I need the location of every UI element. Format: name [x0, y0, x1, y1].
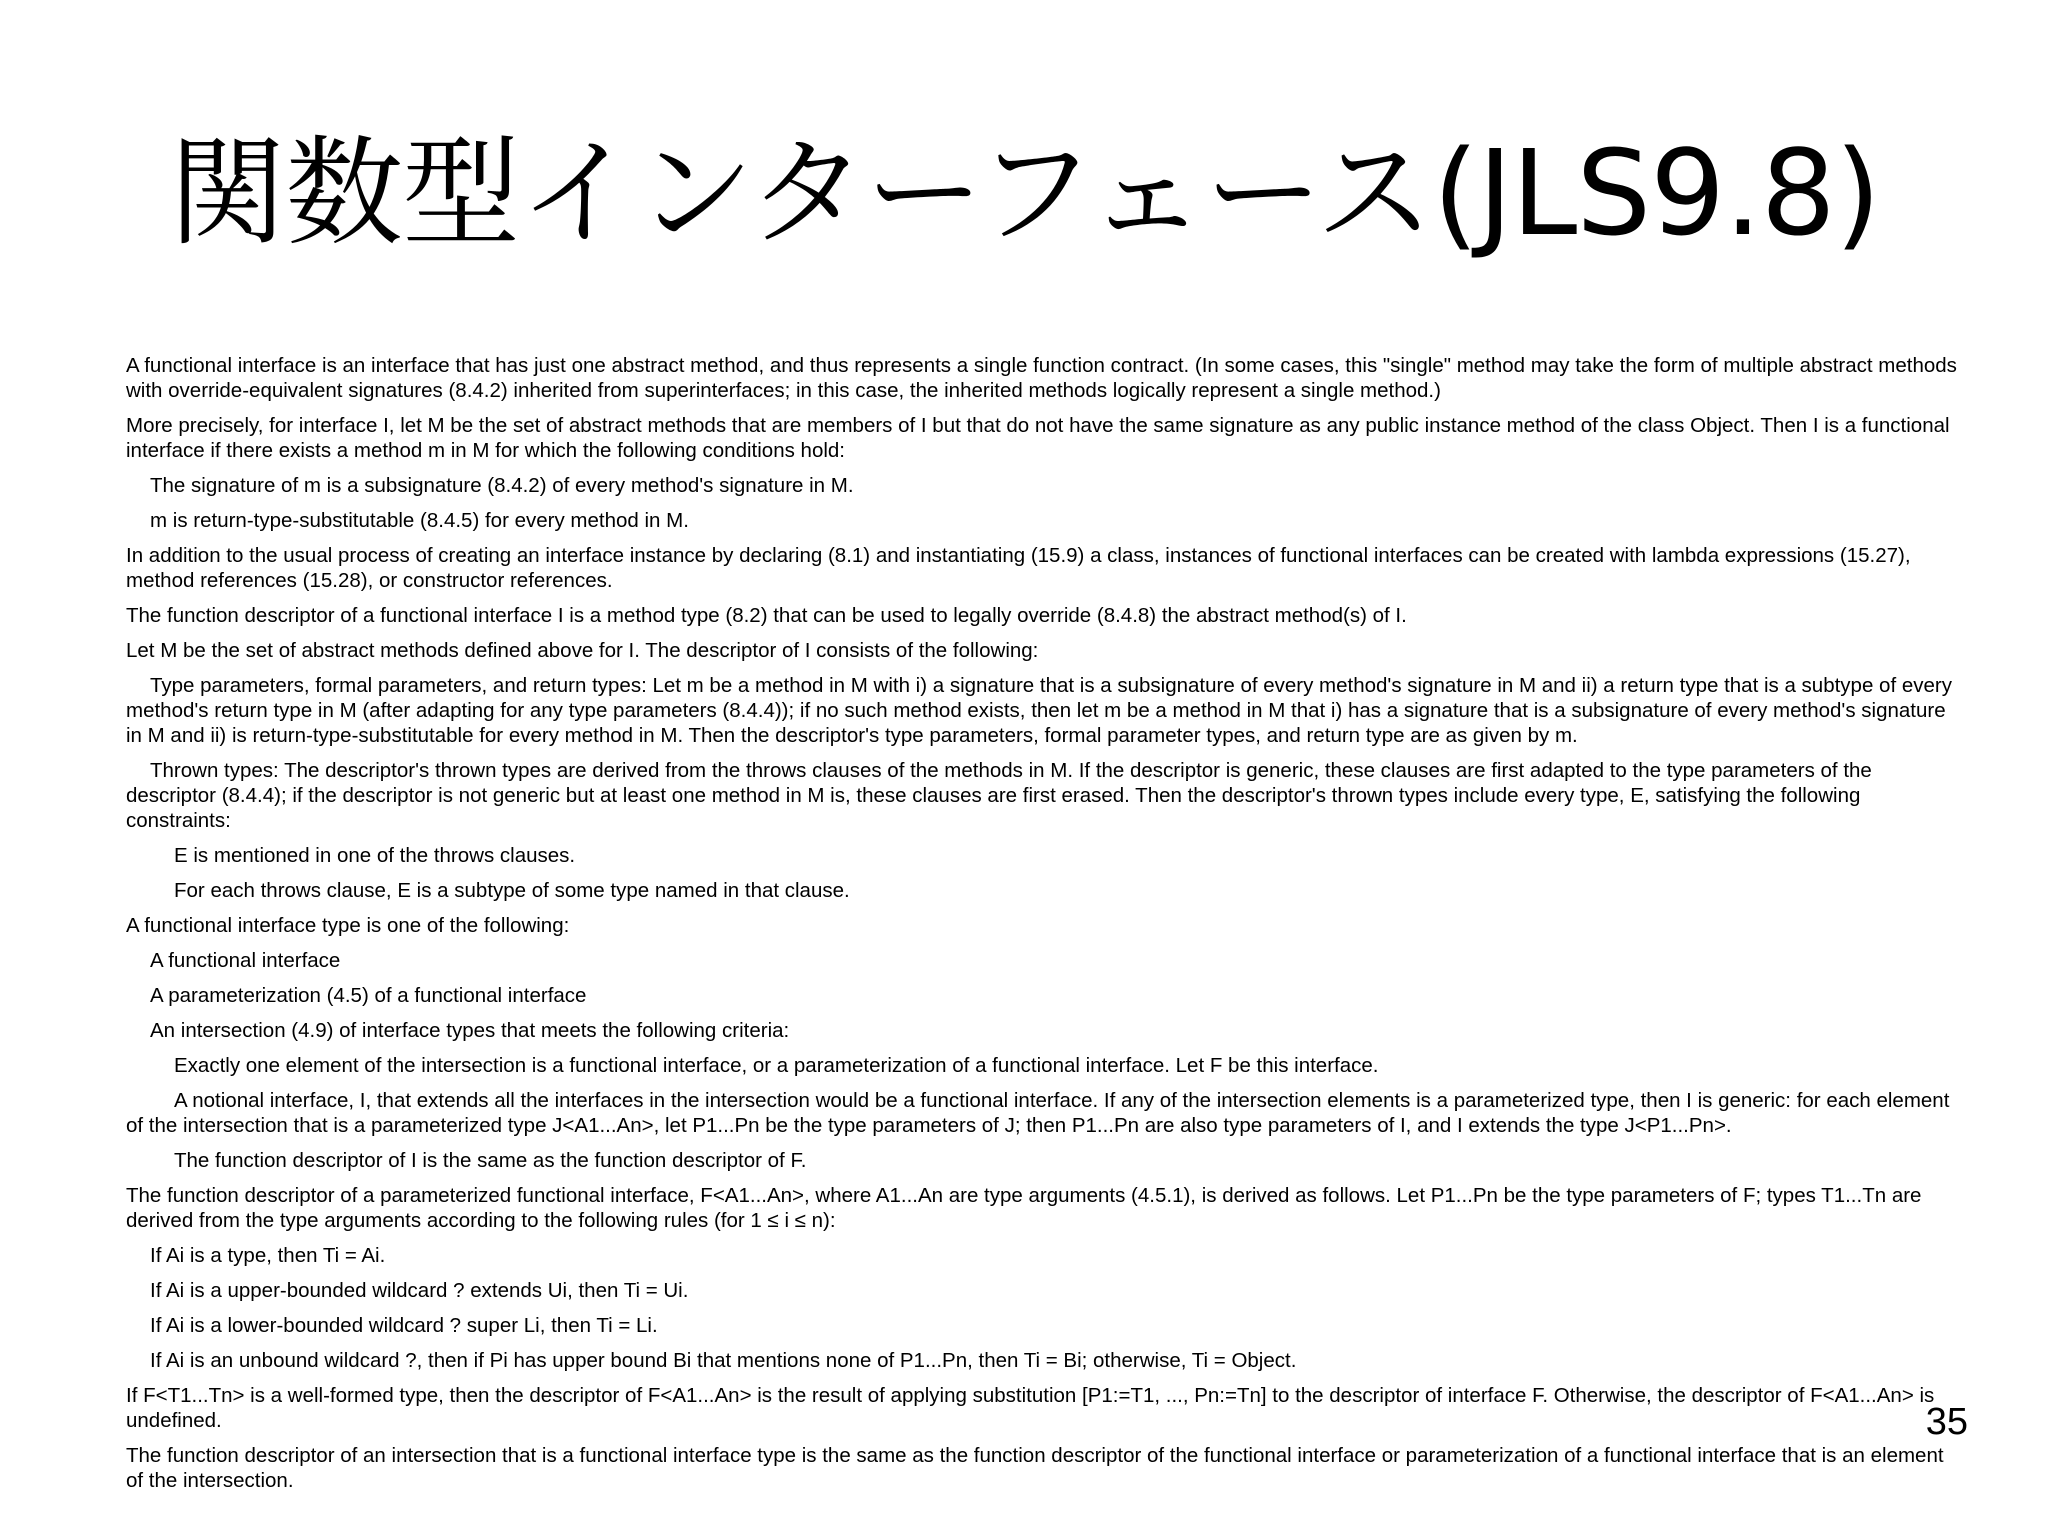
paragraph: A functional interface is an interface that has just one abstract method, and thus represents a single function contract. (In some cases, this "single" method may take the form of multiple abstract methods with override-equivalent signatures (8.4.2) inherited from superinterfaces; in this case, the inherited methods logically represent a single method.) [126, 354, 1957, 402]
paragraph: If Ai is a type, then Ti = Ai. [150, 1244, 386, 1267]
paragraph: If F<T1...Tn> is a well-formed type, then the descriptor of F<A1...An> is the result of applying substitution [P1:=T1, ..., Pn:=Tn] to the descriptor of interface F. Otherwise, the descriptor of F<A1...An> is undefined. [126, 1384, 1935, 1432]
paragraph: A functional interface type is one of the following: [126, 914, 570, 937]
paragraph: A functional interface [150, 949, 341, 972]
paragraph: The function descriptor of an intersection that is a functional interface type is the same as the function descriptor of the functional interface or parameterization of a functional interface that is an element of the intersection. [126, 1444, 1944, 1492]
paragraph: Exactly one element of the intersection is a functional interface, or a parameterization of a functional interface. Let F be this interface. [174, 1054, 1379, 1077]
paragraph: The function descriptor of a parameterized functional interface, F<A1...An>, where A1...An are type arguments (4.5.1), is derived as follows. Let P1...Pn be the type parameters of F; types T1...Tn are derived from the type arguments according to the following rules (for 1 ≤ i ≤ n): [126, 1184, 1922, 1232]
paragraph: The function descriptor of a functional interface I is a method type (8.2) that can be used to legally override (8.4.8) the abstract method(s) of I. [126, 604, 1407, 627]
paragraph: The function descriptor of I is the same as the function descriptor of F. [174, 1149, 807, 1172]
paragraph: Let M be the set of abstract methods defined above for I. The descriptor of I consists of the following: [126, 639, 1039, 662]
slide-title: 関数型インターフェース(JLS9.8) [168, 124, 1880, 262]
paragraph: If Ai is an unbound wildcard ?, then if Pi has upper bound Bi that mentions none of P1...Pn, then Ti = Bi; otherwise, Ti = Object. [150, 1349, 1297, 1372]
paragraph: E is mentioned in one of the throws clauses. [174, 844, 576, 867]
paragraph: Thrown types: The descriptor's thrown types are derived from the throws clauses of the methods in M. If the descriptor is generic, these clauses are first adapted to the type parameters of the descriptor (8.4.4); if the descriptor is not generic but at least one method in M is, these clauses are first erased. Then the descriptor's thrown types include every type, E, satisfying the following constraints: [126, 759, 1872, 832]
paragraph: If Ai is a upper-bounded wildcard ? extends Ui, then Ti = Ui. [150, 1279, 689, 1302]
paragraph: Type parameters, formal parameters, and return types: Let m be a method in M with i) a signature that is a subsignature of every method's signature in M and ii) a return type that is a subtype of every method's return type in M (after adapting for any type parameters (8.4.4)); if no such method exists, then let m be a method in M that i) has a signature that is a subsignature of every method's signature in M and ii) is return-type-substitutable for every method in M. Then the descriptor's type parameters, formal parameter types, and return type are as given by m. [126, 674, 1952, 747]
paragraph: A parameterization (4.5) of a functional interface [150, 984, 587, 1007]
paragraph: More precisely, for interface I, let M be the set of abstract methods that are members of I but that do not have the same signature as any public instance method of the class Object. Then I is a functional interface if there exists a method m in M for which the following conditions hold: [126, 414, 1950, 462]
paragraph: If Ai is a lower-bounded wildcard ? super Li, then Ti = Li. [150, 1314, 658, 1337]
paragraph: For each throws clause, E is a subtype of some type named in that clause. [174, 879, 850, 902]
page-number: 35 [1925, 1401, 1968, 1443]
paragraph: In addition to the usual process of creating an interface instance by declaring (8.1) and instantiating (15.9) a class, instances of functional interfaces can be created with lambda expressions (15.27), method references (15.28), or constructor references. [126, 544, 1911, 592]
paragraph: A notional interface, I, that extends all the interfaces in the intersection would be a functional interface. If any of the intersection elements is a parameterized type, then I is generic: for each element of the intersection that is a parameterized type J<A1...An>, let P1...Pn be the type parameters of J; then P1...Pn are also type parameters of I, and I extends the type J<P1...Pn>. [126, 1089, 1950, 1137]
paragraph: The signature of m is a subsignature (8.4.2) of every method's signature in M. [150, 474, 854, 497]
paragraph: An intersection (4.9) of interface types that meets the following criteria: [150, 1019, 790, 1042]
paragraph: m is return-type-substitutable (8.4.5) for every method in M. [150, 509, 689, 532]
slide-body [126, 353, 1966, 1503]
